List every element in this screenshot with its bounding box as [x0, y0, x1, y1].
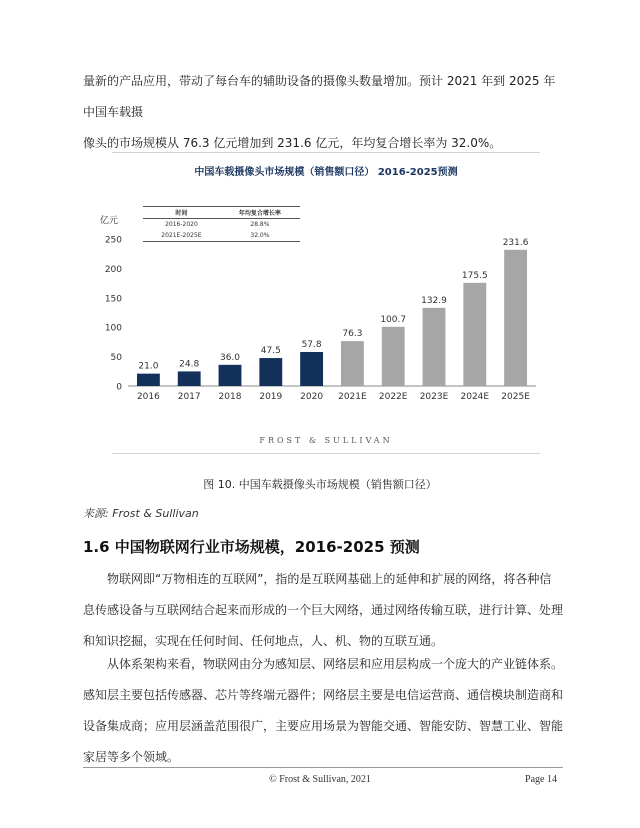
source-note: 来源: Frost & Sullivan	[83, 507, 199, 520]
figure-caption: 图 10. 中国车载摄像头市场规模（销售额口径）	[203, 478, 437, 491]
bar-2024E	[463, 283, 486, 386]
growth-table-cell: 32.0%	[220, 230, 300, 242]
x-tick-label: 2020	[300, 392, 324, 402]
data-label-2023E: 132.9	[421, 295, 447, 306]
bar-2022E	[382, 327, 405, 386]
x-tick-label: 2025E	[501, 392, 530, 402]
bar-2021E	[341, 341, 364, 386]
x-tick-label: 2018	[218, 392, 242, 402]
frost-sullivan-brand: FROST & SULLIVAN	[259, 436, 393, 445]
growth-table-header-cagr: 年均复合增长率	[220, 207, 300, 219]
bar-2018	[219, 365, 242, 386]
intro-paragraph	[83, 66, 563, 159]
chart-title: 中国车载摄像头市场规模（销售额口径） 2016-2025预测	[194, 167, 458, 178]
intro-line-1: 量新的产品应用，带动了每台车的辅助设备的摄像头数量增加。预计 2021 年到 2025 年中国车载摄	[83, 74, 556, 119]
footer-page-number: Page 14	[525, 774, 557, 785]
figure-bottom-divider	[112, 453, 540, 454]
section-heading: 1.6 中国物联网行业市场规模，2016-2025 预测	[83, 538, 420, 556]
x-tick-label: 2022E	[378, 392, 408, 402]
bar-2020	[300, 352, 323, 386]
data-label-2022E: 100.7	[380, 314, 407, 325]
y-tick-label: 0	[116, 382, 122, 393]
data-label-2019: 47.5	[260, 346, 281, 357]
x-tick-label: 2019	[259, 392, 283, 402]
footer-divider	[83, 767, 563, 768]
bar-2025E	[504, 250, 527, 386]
data-label-2024E: 175.5	[461, 270, 488, 281]
bar-chart	[100, 228, 540, 408]
x-tick-label: 2017	[177, 392, 201, 402]
x-tick-label: 2023E	[419, 392, 449, 402]
section-paragraph-2: 从体系架构来看，物联网由分为感知层、网络层和应用层构成一个庞大的产业链体系。感知层主要包括传感器、芯片等终端元器件；网络层主要是电信运营商、通信模块制造商和设备集成商；应用层涵盖范围很广，主要应用场景为智能交通、智能安防、智慧工业、智能家居等多个领域。	[83, 657, 564, 764]
bar-2019	[259, 358, 282, 386]
data-label-2017: 24.8	[179, 359, 200, 370]
growth-table-cell: 2016-2020	[165, 221, 198, 228]
bar-2017	[178, 371, 201, 386]
data-label-2025E: 231.6	[502, 237, 529, 248]
data-label-2018: 36.0	[219, 352, 241, 363]
data-label-2021E: 76.3	[342, 329, 363, 340]
y-tick-label: 50	[110, 353, 122, 364]
data-label-2020: 57.8	[301, 340, 322, 351]
section-paragraph-1: 物联网即“万物相连的互联网”，指的是互联网基础上的延伸和扩展的网络，将各种信息传感设备与互联网结合起来而形成的一个巨大网络，通过网络传输互联，进行计算、处理和知识挖掘，实现在任何时间、任何地点，人、机、物的互联互通。	[83, 572, 564, 648]
y-tick-label: 100	[104, 323, 122, 334]
data-label-2016: 21.0	[138, 361, 159, 372]
intro-line-2: 像头的市场规模从 76.3 亿元增加到 231.6 亿元，年均复合增长率为 32.0%。	[83, 136, 502, 150]
bar-2023E	[423, 308, 446, 386]
growth-table-header-period: 时间	[143, 207, 220, 219]
growth-table-cell: 28.8%	[250, 221, 270, 228]
x-tick-label: 2016	[136, 392, 160, 402]
bar-2016	[137, 374, 160, 386]
y-tick-label: 150	[104, 294, 122, 305]
y-tick-label: 250	[104, 235, 122, 246]
figure-top-divider	[112, 152, 540, 153]
chart-y-unit: 亿元	[100, 216, 119, 226]
y-tick-label: 200	[104, 264, 122, 275]
footer-copyright: © Frost & Sullivan, 2021	[269, 774, 371, 785]
x-tick-label: 2024E	[460, 392, 490, 402]
x-tick-label: 2021E	[338, 392, 367, 402]
growth-table-cell: 2021E-2025E	[143, 230, 220, 242]
